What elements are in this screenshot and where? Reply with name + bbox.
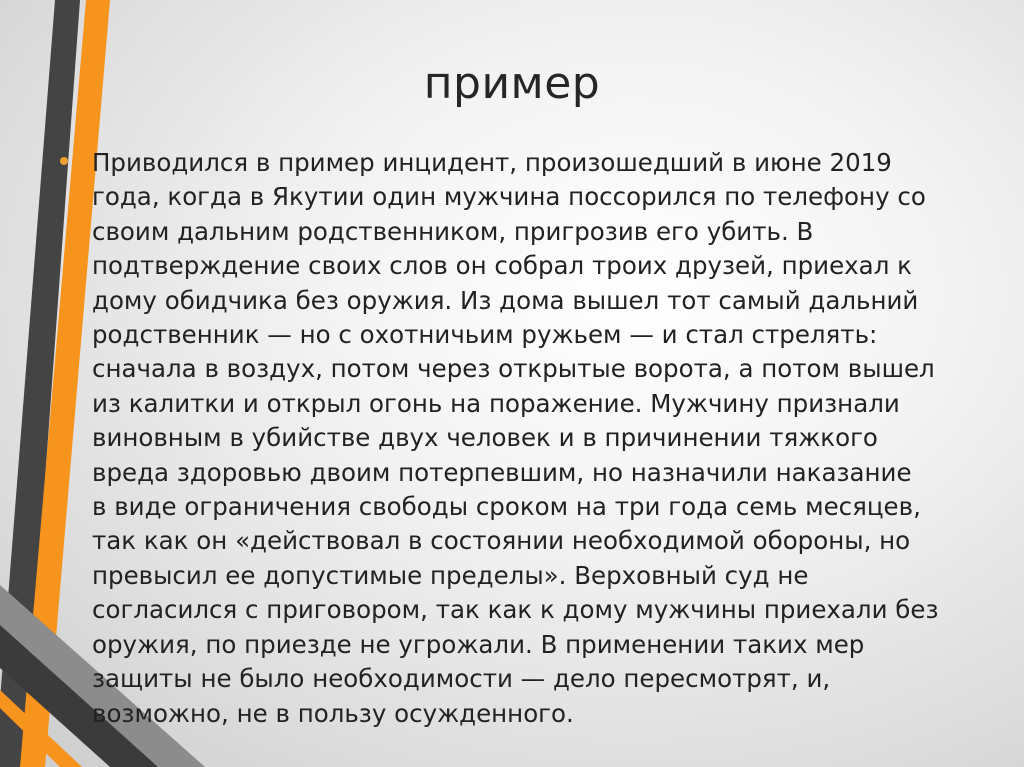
paragraph-line: виновным в убийстве двух человек и в причинении тяжкого: [92, 423, 878, 453]
slide-title: пример: [423, 58, 601, 109]
paragraph-line: в виде ограничения свободы сроком на три года семь месяцев,: [92, 492, 921, 522]
bullet-dot-icon: [60, 157, 68, 165]
paragraph-line: оружия, по приезде не угрожали. В применении таких мер: [92, 629, 865, 659]
paragraph-line: Приводился в пример инцидент, произошедший в июне 2019: [92, 148, 892, 177]
paragraph-line: из калитки и открыл огонь на поражение. Мужчину признали: [92, 388, 900, 418]
paragraph-line: года, когда в Якутии один мужчина поссорился по телефону со: [92, 182, 926, 212]
slide-body-paragraph: [92, 146, 972, 731]
paragraph-line: своим дальним родственником, пригрозив его убить. В: [92, 216, 814, 246]
paragraph-line: сначала в воздух, потом через открытые ворота, а потом вышел: [92, 354, 935, 384]
paragraph-line: вреда здоровью двоим потерпевшим, но назначили наказание: [92, 457, 912, 487]
paragraph-line: защиты не было необходимости — дело пересмотрят, и,: [92, 664, 831, 694]
paragraph-line: подтверждение своих слов он собрал троих друзей, приехал к: [92, 251, 912, 281]
paragraph-line: возможно, не в пользу осужденного.: [92, 698, 574, 728]
paragraph-line: согласился с приговором, так как к дому мужчины приехали без: [92, 595, 939, 625]
paragraph-line: дому обидчика без оружия. Из дома вышел тот самый дальний: [92, 285, 919, 315]
paragraph-line: родственник — но с охотничьим ружьем — и стал стрелять:: [92, 320, 878, 350]
paragraph-line: превысил ее допустимые пределы». Верховный суд не: [92, 560, 809, 590]
paragraph-line: так как он «действовал в состоянии необходимой обороны, но: [92, 526, 911, 556]
